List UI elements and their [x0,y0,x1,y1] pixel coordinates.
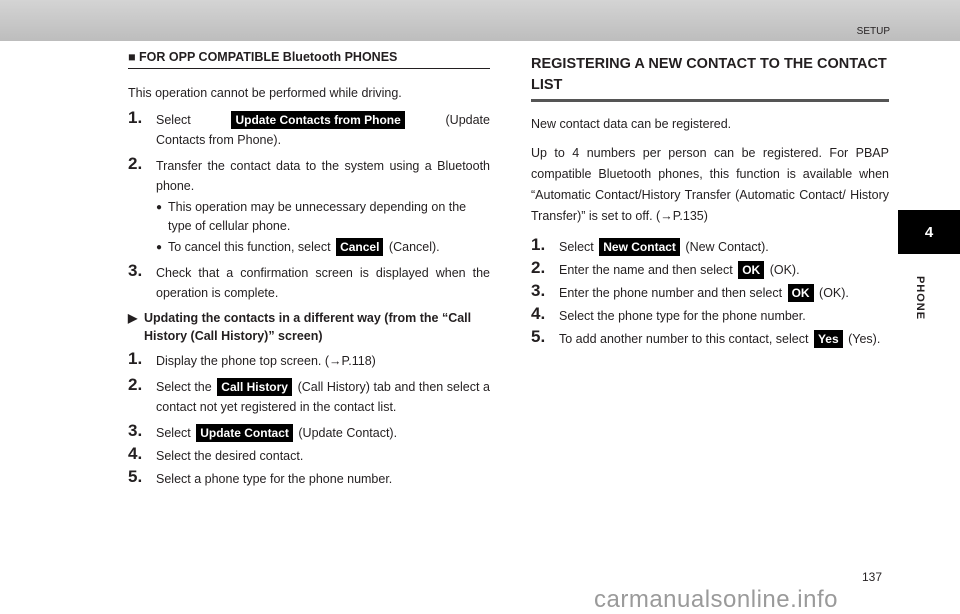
paragraph: New contact data can be registered. [531,117,732,131]
step-text: Select [156,113,191,127]
step-text-post: (Update Contact). [298,426,398,440]
step-text-post: (OK). [819,286,849,300]
step-text: (Update [445,113,490,127]
step-text [559,237,889,257]
note-text: Updating the contacts in a different way (from the “Call History (Call History)” screen) [144,311,472,343]
step-text-pre: Select the [156,380,212,394]
call-history-button: Call History [217,378,292,396]
step-number: 3. [128,421,143,440]
note-heading [128,309,490,345]
step-number: 4. [531,304,546,323]
step-text: Display the phone top screen. (→P.118) [156,354,376,368]
step-text: Transfer the contact data to the system using a Bluetooth phone. [156,159,490,193]
left-step-5 [128,377,490,417]
right-column [531,54,889,349]
subheading-text: FOR OPP COMPATIBLE Bluetooth PHONES [139,50,398,64]
bullet-item [128,238,490,257]
header-bar [0,0,960,41]
step-number: 2. [128,154,143,173]
watermark: carmanualsonline.info [594,586,838,613]
left-step-8 [128,469,490,489]
step-text [559,283,889,303]
chapter-name [901,268,939,328]
step-number: 5. [531,327,546,346]
step-text-post: (OK). [769,263,800,277]
right-step-5 [531,329,889,349]
intro-text: This operation cannot be performed while driving. [128,86,402,100]
page-number: 137 [862,570,883,584]
bullet-text: This operation may be unnecessary depending on the type of cellular phone. [168,200,467,233]
step-text [559,260,889,280]
step-text-pre: To add another number to this contact, select [559,332,809,346]
left-step-7 [128,446,490,466]
step-text [156,377,490,417]
yes-button: Yes [814,330,843,348]
left-step-3 [128,263,490,303]
bullet-dot-icon: ● [156,242,163,253]
step-text-pre: Enter the name and then select [559,263,733,277]
bullet-item [128,198,490,236]
step-number: 5. [128,467,143,486]
step-number: 3. [128,261,143,280]
left-column [128,50,490,489]
bullet-text: To cancel this function, select [168,240,331,254]
step-number: 4. [128,444,143,463]
chapter-name-text: PHONE [914,275,926,321]
bullet-dot-icon: ● [156,202,163,213]
ok-button: OK [738,261,764,279]
ok-button: OK [788,284,814,302]
step-text: Select a phone type for the phone number. [156,472,393,486]
step-number: 1. [128,349,143,368]
step-text-post: (Yes). [848,332,881,346]
section-label: SETUP [856,26,890,37]
step-number: 2. [128,375,143,394]
right-step-2 [531,260,889,280]
bullet-text: (Cancel). [388,240,440,254]
step-text-pre: Select [156,426,191,440]
right-step-4 [531,306,889,326]
step-text: Select the phone type for the phone number. [559,309,806,323]
right-step-1 [531,237,889,257]
chapter-tab: 4 [898,210,960,254]
step-text-post: (Call History) tab and then select a contact not yet registered in the contact list. [156,380,490,414]
right-step-3 [531,283,889,303]
step-number: 3. [531,281,546,300]
new-contact-button: New Contact [599,238,680,256]
step-number: 2. [531,258,546,277]
step-text [559,329,889,349]
paragraph: Up to 4 numbers per person can be registered. For PBAP compatible Bluetooth phones, this function is available when “Automatic Contact/History Transfer (Automatic Contact/ History Transfer)” is set to off. (→P.135) [531,146,889,223]
black-square-icon: ■ [128,50,136,64]
section-heading: REGISTERING A NEW CONTACT TO THE CONTACT LIST [531,54,889,102]
left-step-4 [128,351,490,371]
update-contact-button: Update Contact [196,424,293,442]
step-text-pre: Enter the phone number and then select [559,286,783,300]
step-text-post: (New Contact). [685,240,769,254]
left-step-2 [128,156,490,196]
left-step-6 [128,423,490,443]
right-triangle-icon: ▶ [128,311,138,325]
step-1-line [156,110,490,130]
step-number: 1. [128,108,143,127]
update-contacts-from-phone-button: Update Contacts from Phone [231,111,404,129]
step-text: Select the desired contact. [156,449,304,463]
subheading [128,50,490,69]
step-text: Check that a confirmation screen is displayed when the operation is complete. [156,266,490,300]
step-number: 1. [531,235,546,254]
step-text [156,423,490,443]
left-step-1 [128,110,490,150]
step-text: Contacts from Phone). [156,133,282,147]
cancel-button: Cancel [336,238,383,256]
step-text-pre: Select [559,240,594,254]
